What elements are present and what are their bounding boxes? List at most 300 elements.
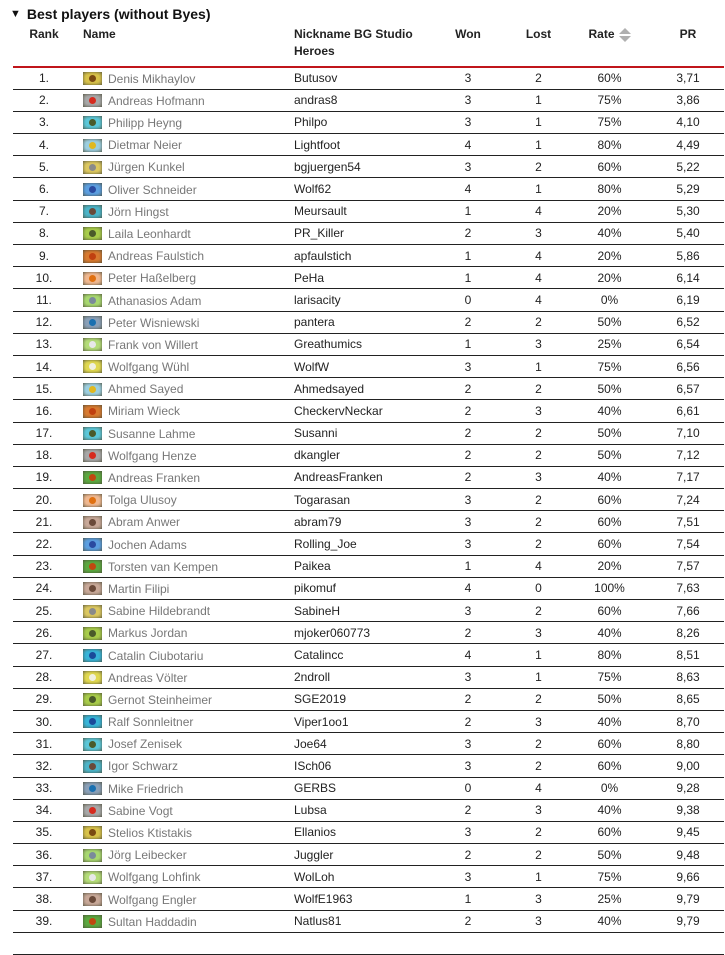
kangaroo-hero-icon [83, 494, 102, 507]
pr-cell: 8,80 [676, 736, 700, 751]
table-row [13, 134, 724, 156]
won-cell: 2 [464, 914, 472, 929]
triangle-down-icon: ▼ [10, 8, 21, 20]
bear-hero-icon [83, 560, 102, 573]
table-row [13, 156, 724, 178]
pr-cell: 5,22 [676, 159, 700, 174]
ram-hero-icon [83, 627, 102, 640]
shark-hero-icon [83, 649, 102, 662]
eagle-hero-icon [83, 72, 102, 85]
rank-cell: 9. [38, 248, 49, 263]
pr-cell: 6,56 [676, 359, 700, 374]
lost-cell: 2 [535, 514, 542, 529]
column-label-pr: PR [679, 27, 697, 41]
table-row [13, 489, 724, 511]
rank-cell: 21. [35, 514, 53, 529]
rank-cell: 16. [35, 403, 53, 418]
rate-cell: 25% [597, 337, 622, 352]
rate-cell: 60% [597, 492, 622, 507]
lost-cell: 2 [535, 492, 542, 507]
lost-cell: 3 [535, 470, 542, 485]
name-cell [75, 178, 294, 200]
sheep-hero-icon [83, 338, 102, 351]
deer-hero-icon [83, 582, 102, 595]
column-label-rank: Rank [29, 27, 59, 41]
rate-cell: 20% [597, 204, 622, 219]
player-name-link[interactable]: Sultan Haddadin [108, 914, 197, 929]
table-row [13, 777, 724, 799]
rate-cell: 20% [597, 559, 622, 574]
rate-cell: 50% [597, 692, 622, 707]
column-header-nickname[interactable] [294, 26, 426, 67]
nickname-cell: Natlus81 [294, 914, 342, 929]
won-cell: 3 [464, 869, 472, 884]
nickname-cell: dkangler [294, 448, 341, 463]
column-header-lost[interactable] [510, 26, 567, 67]
rate-cell: 60% [597, 603, 622, 618]
rate-cell: 40% [597, 714, 622, 729]
lost-cell: 3 [535, 914, 542, 929]
clipped-cell [426, 932, 510, 954]
won-cell: 3 [464, 603, 472, 618]
won-cell: 4 [464, 182, 472, 197]
rank-cell: 32. [35, 758, 53, 773]
rank-cell: 24. [35, 581, 53, 596]
name-cell [75, 111, 294, 133]
rank-cell: 6. [38, 182, 49, 197]
rank-cell: 18. [35, 448, 53, 463]
pr-cell: 4,10 [676, 115, 700, 130]
rate-cell: 75% [597, 869, 622, 884]
player-name-link[interactable]: Wolfgang Lohfink [108, 870, 201, 885]
rank-cell: 26. [35, 625, 53, 640]
table-row [13, 111, 724, 133]
pr-cell: 9,66 [676, 869, 700, 884]
lost-cell: 4 [535, 292, 542, 307]
player-name-link[interactable]: Andreas Völter [108, 670, 188, 685]
player-name-link[interactable]: Peter Haßelberg [108, 271, 197, 286]
owl-hero-icon [83, 760, 102, 773]
sort-updown-icon[interactable] [619, 27, 631, 43]
rate-cell: 60% [597, 736, 622, 751]
player-name-link[interactable]: Ralf Sonnleitner [108, 714, 194, 729]
lost-cell: 2 [535, 847, 542, 862]
rank-cell: 31. [35, 736, 53, 751]
rank-cell: 5. [38, 159, 49, 174]
rank-cell: 19. [35, 470, 53, 485]
player-name-link[interactable]: Wolfgang Henze [108, 448, 197, 463]
won-cell: 3 [464, 159, 472, 174]
won-cell: 3 [464, 825, 472, 840]
player-name-link[interactable]: Torsten van Kempen [108, 559, 219, 574]
table-row [13, 89, 724, 111]
chicken-hero-icon [83, 671, 102, 684]
name-cell [75, 733, 294, 755]
player-name-link[interactable]: Stelios Ktistakis [108, 825, 193, 840]
nickname-cell: Lubsa [294, 803, 327, 818]
lost-cell: 4 [535, 248, 542, 263]
won-cell: 1 [464, 270, 472, 285]
table-row [13, 444, 724, 466]
lost-cell: 2 [535, 603, 542, 618]
name-cell [75, 844, 294, 866]
column-label-rate: Rate [588, 27, 615, 41]
name-cell [75, 489, 294, 511]
pr-cell: 5,29 [676, 182, 700, 197]
rank-cell: 36. [35, 847, 53, 862]
player-name-link[interactable]: Laila Leonhardt [108, 226, 191, 241]
player-name-link[interactable]: Jürgen Kunkel [108, 160, 185, 175]
player-name-link[interactable]: Athanasios Adam [108, 293, 202, 308]
rate-cell: 75% [597, 93, 622, 108]
pr-cell: 7,66 [676, 603, 700, 618]
pr-cell: 7,24 [676, 492, 700, 507]
nickname-cell: Wolf62 [294, 182, 332, 197]
won-cell: 1 [464, 559, 472, 574]
best-players-table [13, 26, 724, 955]
lost-cell: 2 [535, 825, 542, 840]
player-name-link[interactable]: Andreas Franken [108, 470, 201, 485]
rate-cell: 60% [597, 537, 622, 552]
player-name-link[interactable]: Andreas Faulstich [108, 249, 205, 263]
lost-cell: 1 [535, 647, 542, 662]
lost-cell: 3 [535, 892, 542, 907]
rank-cell: 8. [38, 226, 49, 241]
rank-cell: 17. [35, 426, 53, 441]
pr-cell: 7,17 [676, 470, 700, 485]
sheep-hero-icon [83, 871, 102, 884]
bear-hero-icon [83, 471, 102, 484]
lost-cell: 1 [535, 115, 542, 130]
rank-cell: 11. [36, 292, 52, 307]
won-cell: 3 [464, 670, 472, 685]
nickname-cell: larisacity [294, 292, 341, 307]
lost-cell: 1 [535, 670, 542, 685]
figure-hero-icon [83, 316, 102, 329]
won-cell: 2 [464, 226, 472, 241]
table-row [13, 888, 724, 910]
fairy-hero-icon [83, 538, 102, 551]
nickname-cell: 2ndroll [294, 670, 331, 685]
player-name-link[interactable]: Sabine Hildebrandt [108, 604, 211, 618]
rate-cell: 60% [597, 71, 622, 86]
lost-cell: 3 [535, 226, 542, 241]
rank-cell: 2. [38, 93, 49, 108]
pr-cell: 9,00 [676, 758, 700, 773]
won-cell: 3 [464, 93, 472, 108]
rank-cell: 10. [35, 270, 53, 285]
nickname-cell: Viper1oo1 [294, 714, 349, 729]
section-toggle-best-players[interactable] [10, 6, 211, 22]
player-name-link[interactable]: Wolfgang Engler [108, 892, 197, 907]
name-cell [75, 355, 294, 377]
player-name-link[interactable]: Josef Zenisek [108, 737, 183, 752]
won-cell: 1 [464, 337, 472, 352]
nickname-cell: AndreasFranken [294, 470, 383, 485]
table-row [13, 666, 724, 688]
player-name-link[interactable]: Peter Wisniewski [108, 315, 200, 330]
name-cell [75, 755, 294, 777]
player-name-link[interactable]: Jörg Leibecker [108, 848, 187, 863]
lost-cell: 2 [535, 692, 542, 707]
rate-cell: 60% [597, 758, 622, 773]
pr-cell: 8,65 [676, 692, 700, 707]
table-row [13, 267, 724, 289]
player-name-link[interactable]: Dietmar Neier [108, 138, 183, 153]
won-cell: 2 [464, 403, 472, 418]
won-cell: 2 [464, 426, 472, 441]
won-cell: 2 [464, 381, 472, 396]
lion-hero-icon [83, 250, 102, 263]
player-name-link[interactable]: Catalin Ciubotariu [108, 648, 204, 663]
name-cell [75, 267, 294, 289]
column-label-nickname-line2: Heroes [294, 44, 335, 58]
rank-cell: 28. [35, 670, 53, 685]
pr-cell: 7,54 [676, 537, 700, 552]
won-cell: 3 [464, 514, 472, 529]
rank-cell: 35. [35, 825, 53, 840]
clipped-cell [510, 932, 567, 954]
rate-cell: 75% [597, 359, 622, 374]
table-row [13, 289, 724, 311]
column-header-rate[interactable] [567, 26, 652, 67]
player-name-link[interactable]: Jochen Adams [108, 537, 187, 552]
name-cell [75, 289, 294, 311]
column-header-name[interactable] [75, 26, 294, 67]
lost-cell: 4 [535, 270, 542, 285]
name-cell [75, 466, 294, 488]
rate-cell: 50% [597, 381, 622, 396]
pr-cell: 5,30 [676, 204, 700, 219]
name-cell [75, 888, 294, 910]
bear-hero-icon [83, 915, 102, 928]
won-cell: 3 [464, 736, 472, 751]
name-cell [75, 333, 294, 355]
player-name-link[interactable]: Miriam Wieck [108, 404, 180, 419]
lost-cell: 3 [535, 714, 542, 729]
pr-cell: 7,12 [676, 448, 700, 463]
rate-cell: 25% [597, 892, 622, 907]
column-header-rank[interactable] [13, 26, 75, 67]
nickname-cell: Ellanios [294, 825, 337, 840]
player-name-link[interactable]: Abram Anwer [108, 515, 181, 530]
nickname-cell: Lightfoot [294, 137, 341, 152]
table-row [13, 355, 724, 377]
name-cell [75, 156, 294, 178]
ram-hero-icon [83, 227, 102, 240]
player-name-link[interactable]: Markus Jordan [108, 626, 188, 641]
clipped-cell [75, 932, 294, 954]
nickname-cell: Joe64 [294, 736, 327, 751]
player-name-link[interactable]: Susanne Lahme [108, 426, 196, 441]
player-name-link[interactable]: Martin Filipi [108, 581, 170, 596]
lost-cell: 3 [535, 337, 542, 352]
heart-hero-icon [83, 449, 102, 462]
rank-cell: 33. [35, 781, 53, 796]
pr-cell: 5,86 [676, 248, 700, 263]
nickname-cell: Greathumics [294, 337, 363, 352]
rank-cell: 30. [35, 714, 53, 729]
nickname-cell: apfaulstich [294, 248, 352, 263]
player-name-link[interactable]: Philipp Heyng [108, 115, 183, 130]
player-name-link[interactable]: Frank von Willert [108, 337, 199, 352]
player-name-link[interactable]: Gernot Steinheimer [108, 692, 213, 707]
lost-cell: 3 [535, 803, 542, 818]
name-cell [75, 311, 294, 333]
player-name-link[interactable]: Jörn Hingst [108, 204, 169, 219]
pr-cell: 6,61 [676, 403, 700, 418]
rank-cell: 25. [35, 603, 53, 618]
nickname-cell: mjoker060773 [294, 625, 371, 640]
player-name-link[interactable]: Oliver Schneider [108, 182, 197, 197]
nickname-cell: Philpo [294, 115, 328, 130]
name-cell [75, 799, 294, 821]
pr-cell: 6,19 [676, 292, 700, 307]
table-row [13, 533, 724, 555]
table-header-row [13, 26, 724, 67]
table-row [13, 688, 724, 710]
rank-cell: 38. [35, 892, 53, 907]
lost-cell: 4 [535, 204, 542, 219]
player-name-link[interactable]: Wolfgang Wühl [108, 359, 190, 374]
rank-cell: 37. [35, 869, 53, 884]
rank-cell: 20. [35, 492, 53, 507]
name-cell [75, 555, 294, 577]
name-cell [75, 688, 294, 710]
lost-cell: 2 [535, 426, 542, 441]
rank-cell: 3. [38, 115, 49, 130]
rank-cell: 22. [35, 537, 53, 552]
won-cell: 2 [464, 625, 472, 640]
player-name-link[interactable]: Andreas Hofmann [108, 93, 205, 108]
pr-cell: 8,26 [676, 625, 700, 640]
rank-cell: 15. [35, 381, 53, 396]
won-cell: 1 [464, 204, 472, 219]
table-row [13, 333, 724, 355]
player-name-link[interactable]: Sabine Vogt [108, 803, 173, 818]
won-cell: 3 [464, 359, 472, 374]
won-cell: 0 [464, 781, 472, 796]
yellow-bird-hero-icon [83, 139, 102, 152]
nickname-cell: pikomuf [294, 581, 337, 596]
lost-cell: 4 [535, 781, 542, 796]
nickname-cell: Rolling_Joe [294, 537, 357, 552]
pr-cell: 7,51 [676, 514, 700, 529]
name-cell [75, 600, 294, 622]
name-cell [75, 222, 294, 244]
nickname-cell: WolfE1963 [294, 892, 353, 907]
table-row [13, 577, 724, 599]
lost-cell: 1 [535, 93, 542, 108]
name-cell [75, 644, 294, 666]
nickname-cell: CheckervNeckar [294, 403, 383, 418]
won-cell: 2 [464, 692, 472, 707]
lost-cell: 2 [535, 71, 542, 86]
lost-cell: 2 [535, 537, 542, 552]
rate-cell: 40% [597, 226, 622, 241]
name-cell [75, 444, 294, 466]
column-header-won[interactable] [426, 26, 510, 67]
table-row [13, 466, 724, 488]
rate-cell: 50% [597, 847, 622, 862]
table-row [13, 400, 724, 422]
pr-cell: 8,51 [676, 647, 700, 662]
name-cell [75, 577, 294, 599]
table-row [13, 710, 724, 732]
table-row [13, 200, 724, 222]
shark-hero-icon [83, 715, 102, 728]
nickname-cell: abram79 [294, 514, 342, 529]
name-cell [75, 89, 294, 111]
rate-cell: 60% [597, 159, 622, 174]
rate-cell: 80% [597, 647, 622, 662]
rank-cell: 4. [38, 137, 49, 152]
rate-cell: 0% [600, 292, 619, 307]
player-name-link[interactable]: Igor Schwarz [108, 759, 179, 774]
table-row-clipped [13, 932, 724, 954]
player-name-link[interactable]: Ahmed Sayed [108, 382, 184, 397]
nickname-cell: WolfW [294, 359, 330, 374]
won-cell: 2 [464, 448, 472, 463]
pr-cell: 7,63 [676, 581, 700, 596]
nickname-cell: PeHa [294, 270, 325, 285]
lost-cell: 2 [535, 736, 542, 751]
name-cell [75, 245, 294, 267]
rank-cell: 1. [38, 71, 49, 86]
rate-cell: 75% [597, 670, 622, 685]
rate-cell: 60% [597, 514, 622, 529]
name-cell [75, 622, 294, 644]
rank-cell: 12. [35, 315, 53, 330]
lion-hero-icon [83, 405, 102, 418]
table-row [13, 622, 724, 644]
lost-cell: 2 [535, 159, 542, 174]
rate-cell: 50% [597, 426, 622, 441]
column-header-pr[interactable] [652, 26, 724, 67]
name-cell [75, 910, 294, 932]
nickname-cell: WolLoh [294, 869, 335, 884]
lost-cell: 4 [535, 559, 542, 574]
name-cell [75, 821, 294, 843]
won-cell: 4 [464, 581, 472, 596]
player-name-link[interactable]: Denis Mikhaylov [108, 71, 196, 86]
rate-cell: 20% [597, 270, 622, 285]
table-row [13, 910, 724, 932]
lost-cell: 1 [535, 182, 542, 197]
table-row [13, 511, 724, 533]
pr-cell: 7,10 [676, 426, 700, 441]
player-name-link[interactable]: Mike Friedrich [108, 781, 184, 796]
nickname-cell: Togarasan [294, 492, 351, 507]
clipped-cell [13, 932, 75, 954]
won-cell: 3 [464, 71, 472, 86]
lost-cell: 2 [535, 758, 542, 773]
won-cell: 3 [464, 537, 472, 552]
ram-hero-icon [83, 693, 102, 706]
won-cell: 2 [464, 847, 472, 862]
rate-cell: 75% [597, 115, 622, 130]
won-cell: 2 [464, 714, 472, 729]
nickname-cell: GERBS [294, 781, 337, 796]
heart-hero-icon [83, 804, 102, 817]
rate-cell: 50% [597, 448, 622, 463]
table-row [13, 844, 724, 866]
table-row [13, 178, 724, 200]
player-name-link[interactable]: Tolga Ulusoy [108, 493, 177, 508]
pr-cell: 6,54 [676, 337, 700, 352]
table-row [13, 733, 724, 755]
table-row [13, 866, 724, 888]
